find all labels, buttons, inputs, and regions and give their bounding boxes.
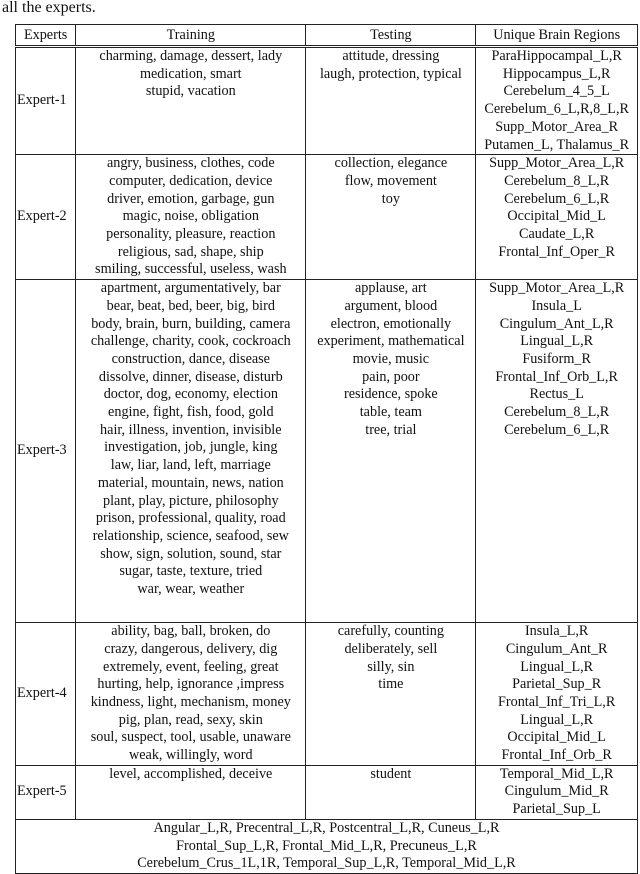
- cell-line: soul, suspect, tool, usable, unaware: [90, 729, 291, 746]
- table-row: [16, 280, 638, 623]
- unique-brain-regions: [476, 47, 638, 155]
- cell-line: Parietal_Sup_L: [512, 801, 601, 818]
- experts-table: [15, 24, 638, 874]
- cell-line: ParaHippocampal_L,R: [491, 48, 622, 64]
- testing-words: [306, 155, 476, 280]
- cell-line: Hippocampus_L,R: [502, 65, 611, 82]
- cell-line: electron, emotionally: [330, 315, 452, 332]
- cell-line: Rectus_L: [529, 386, 584, 403]
- training-words: [76, 47, 306, 155]
- cell-line: Supp_Motor_Area_R: [495, 118, 619, 135]
- header-testing: Testing: [306, 25, 476, 47]
- cell-line: residence, spoke: [343, 386, 438, 403]
- cell-line: pain, poor: [362, 368, 420, 385]
- cell-line: construction, dance, disease: [111, 350, 270, 367]
- cell-line: Insula_L,R: [524, 623, 589, 640]
- cell-line: charming, damage, dessert, lady: [99, 48, 283, 64]
- cell-line: Temporal_Mid_L,R: [499, 765, 614, 782]
- cell-line: toy: [381, 190, 400, 207]
- common-brain-regions: [16, 819, 638, 873]
- cell-line: sugar, taste, texture, tried: [119, 563, 263, 580]
- cell-line: investigation, job, jungle, king: [104, 439, 278, 456]
- cell-line: level, accomplished, deceive: [109, 765, 273, 782]
- cell-line: Cerebelum_6_L,R: [504, 421, 610, 438]
- cell-line: Cerebelum_8_L,R: [504, 172, 610, 189]
- cell-line: Lingual_L,R: [520, 658, 594, 675]
- cell-line: argument, blood: [344, 297, 438, 314]
- cell-line: Cerebelum_6_L,R,8_L,R: [484, 101, 629, 118]
- cell-line: student: [370, 765, 412, 782]
- cell-line: show, sign, solution, sound, star: [100, 545, 282, 562]
- cell-line: engine, fight, fish, food, gold: [108, 404, 274, 421]
- cell-line: magic, noise, obligation: [122, 208, 259, 225]
- cell-line: Frontal_Inf_Oper_R: [498, 243, 615, 260]
- cell-line: applause, art: [355, 280, 427, 297]
- expert-label: Expert-1: [16, 47, 76, 155]
- cell-line: angry, business, clothes, code: [106, 155, 275, 172]
- cell-line: doctor, dog, economy, election: [103, 386, 278, 403]
- training-words: [76, 155, 306, 280]
- cell-line: Cingulum_Ant_L,R: [499, 315, 614, 332]
- cell-line: carefully, counting: [337, 623, 444, 640]
- cell-line: stupid, vacation: [145, 83, 236, 100]
- cell-line: medication, smart: [139, 65, 242, 82]
- cell-line: Cingulum_Mid_R: [504, 783, 609, 800]
- table-row: [16, 47, 638, 155]
- cell-line: Lingual_L,R: [520, 333, 594, 350]
- training-words: [76, 623, 306, 766]
- cell-line: Supp_Motor_Area_L,R: [489, 280, 625, 297]
- cell-line: table, team: [359, 404, 422, 421]
- unique-brain-regions: [476, 155, 638, 280]
- expert-label: Expert-5: [16, 765, 76, 819]
- cell-line: Angular_L,R, Precentral_L,R, Postcentral_L,R, Cuneus_L,R: [153, 819, 500, 836]
- unique-brain-regions: [476, 623, 638, 766]
- cell-line: plant, play, picture, philosophy: [103, 492, 279, 509]
- unique-brain-regions: [476, 280, 638, 623]
- cell-line: prison, professional, quality, road: [95, 510, 286, 527]
- common-regions-row: [16, 819, 638, 873]
- cell-line: law, liar, land, left, marriage: [110, 457, 271, 474]
- table-row: [16, 155, 638, 280]
- cell-line: Cerebelum_6_L,R: [504, 190, 610, 207]
- cell-line: Insula_L: [531, 297, 582, 314]
- testing-words: [306, 47, 476, 155]
- cell-line: Cingulum_Ant_R: [505, 640, 608, 657]
- header-training: Training: [76, 25, 306, 47]
- unique-brain-regions: [476, 765, 638, 819]
- cell-line: movie, music: [352, 350, 430, 367]
- table-row: [16, 623, 638, 766]
- header-unique-brain-regions: Unique Brain Regions: [476, 25, 638, 47]
- cell-line: pig, plan, read, sexy, skin: [118, 711, 263, 728]
- cell-line: Lingual_L,R: [520, 711, 594, 728]
- cell-line: experiment, mathematical: [317, 333, 465, 350]
- cell-line: Cerebelum_Crus_1L,1R, Temporal_Sup_L,R, Temporal_Mid_L,R: [137, 855, 516, 872]
- cell-line: weak, willingly, word: [129, 747, 253, 764]
- cell-line: bear, beat, bed, beer, big, bird: [106, 297, 275, 314]
- cell-line: flow, movement: [344, 172, 437, 189]
- training-words: [76, 280, 306, 623]
- cell-line: dissolve, dinner, disease, disturb: [98, 368, 283, 385]
- cell-line: Occipital_Mid_L: [507, 729, 606, 746]
- cell-line: Caudate_L,R: [519, 226, 595, 243]
- cell-line: Fusiform_R: [522, 350, 591, 367]
- cell-line: Frontal_Inf_Orb_L,R: [495, 368, 618, 385]
- cell-line: ability, bag, ball, broken, do: [111, 623, 271, 640]
- cell-line: extremely, event, feeling, great: [103, 658, 279, 675]
- cell-line: personality, pleasure, reaction: [106, 226, 276, 243]
- header-experts: Experts: [16, 25, 76, 47]
- cell-line: kindness, light, mechanism, money: [90, 693, 291, 710]
- cell-line: Frontal_Inf_Tri_L,R: [498, 693, 616, 710]
- cell-line: deliberately, sell: [344, 640, 438, 657]
- cell-line: war, wear, weather: [137, 581, 245, 598]
- table-row: [16, 765, 638, 819]
- cell-line: Frontal_Sup_L,R, Frontal_Mid_L,R, Precuneus_L,R: [176, 837, 477, 854]
- cell-line: smiling, successful, useless, wash: [95, 261, 287, 278]
- cell-line: material, mountain, news, nation: [97, 474, 284, 491]
- training-words: [76, 765, 306, 819]
- testing-words: [306, 623, 476, 766]
- expert-label: Expert-3: [16, 280, 76, 623]
- cell-line: relationship, science, seafood, sew: [92, 527, 289, 544]
- expert-label: Expert-2: [16, 155, 76, 280]
- cell-line: challenge, charity, cook, cockroach: [90, 333, 291, 350]
- cell-line: time: [378, 676, 404, 693]
- cell-line: Frontal_Inf_Orb_R: [501, 747, 612, 764]
- cell-line: body, brain, burn, building, camera: [91, 315, 291, 332]
- expert-label: Expert-4: [16, 623, 76, 766]
- cell-line: Parietal_Sup_R: [512, 676, 602, 693]
- cell-line: attitude, dressing: [342, 48, 440, 64]
- cell-line: hair, illness, invention, invisible: [100, 421, 282, 438]
- cell-line: Cerebelum_4_5_L: [503, 83, 610, 100]
- cell-line: driver, emotion, garbage, gun: [107, 190, 275, 207]
- cell-line: computer, dedication, device: [109, 172, 273, 189]
- cell-line: hurting, help, ignorance ,impress: [97, 676, 285, 693]
- cell-line: tree, trial: [365, 421, 417, 438]
- cell-line: silly, sin: [367, 658, 415, 675]
- cell-line: Supp_Motor_Area_L,R: [489, 155, 625, 172]
- cell-line: laugh, protection, typical: [319, 65, 462, 82]
- cell-line: crazy, dangerous, delivery, dig: [104, 640, 278, 657]
- cell-line: Cerebelum_8_L,R: [504, 404, 610, 421]
- cell-line: Putamen_L, Thalamus_R: [484, 136, 630, 153]
- testing-words: [306, 280, 476, 623]
- cell-line: collection, elegance: [334, 155, 448, 172]
- cell-line: apartment, argumentatively, bar: [100, 280, 281, 297]
- cell-line: religious, sad, shape, ship: [117, 243, 264, 260]
- header-row: [16, 25, 638, 47]
- table-caption: all the experts.: [2, 0, 96, 16]
- cell-line: Occipital_Mid_L: [507, 208, 606, 225]
- testing-words: [306, 765, 476, 819]
